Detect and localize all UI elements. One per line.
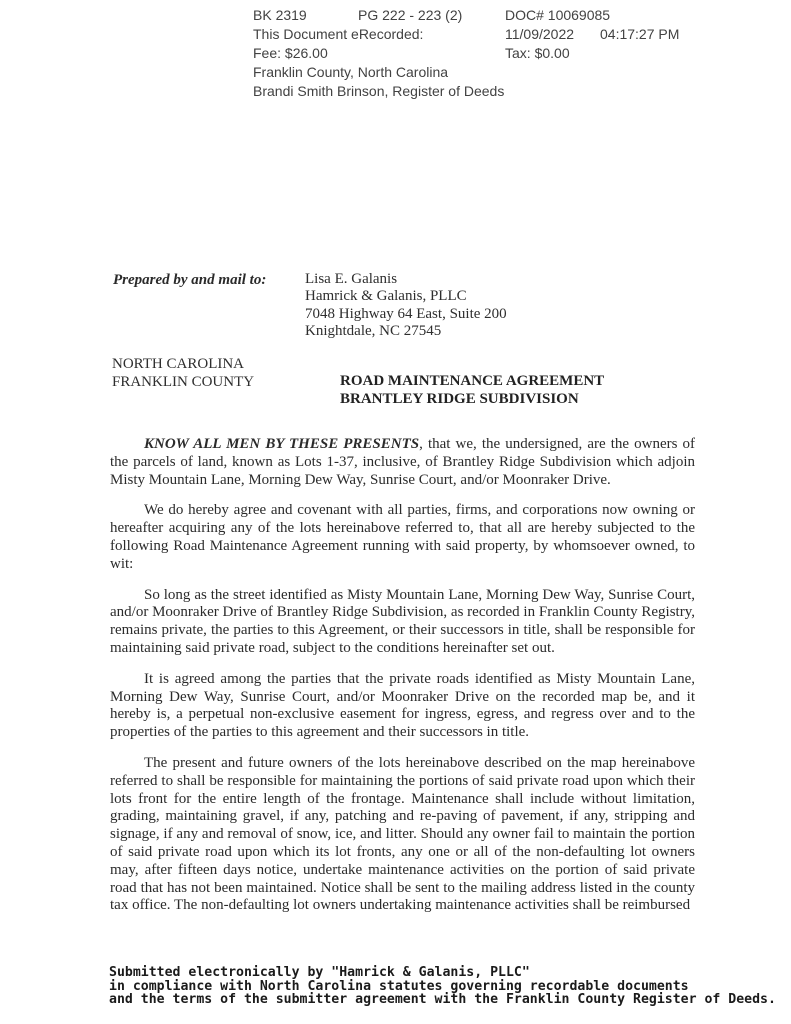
document-title-line1: ROAD MAINTENANCE AGREEMENT bbox=[340, 373, 605, 389]
esubmission-line2: in compliance with North Carolina statutes governing recordable documents bbox=[109, 978, 689, 994]
esubmission-line3: and the terms of the submitter agreement with the Franklin County Register of Deeds. bbox=[109, 992, 776, 1007]
paragraph-5: The present and future owners of the lots hereinabove described on the map hereinabove referred to shall be responsible for maintaining the portions of said private road upon which their lots front for the entire length of the frontage. Maintenance shall include without limitation, grading, maintaining gravel, if any, patching and re-paving of pavement, if any, stripping and signage, if any and removal of snow, ice, and litter. Should any owner fail to maintain the portion of said private road upon which its lot fronts, any one or all of the non-defaulting lot owners may, after fifteen days notice, undertake maintenance activities on the portion of said private road that has not been maintained. Notice shall be sent to the mailing address listed in the county tax office. The non-defaulting lot owners undertaking maintenance activities shall be reimbursed bbox=[110, 754, 695, 914]
book-number: BK 2319 bbox=[253, 7, 307, 23]
preparer-street: 7048 Highway 64 East, Suite 200 bbox=[305, 305, 507, 322]
recording-stamp bbox=[253, 7, 783, 102]
stamp-row-5 bbox=[253, 83, 783, 102]
preparer-name: Lisa E. Galanis bbox=[305, 271, 398, 287]
register-of-deeds-line: Brandi Smith Brinson, Register of Deeds bbox=[253, 83, 505, 99]
recorded-date: 11/09/2022 bbox=[505, 26, 575, 42]
recorded-time: 04:17:27 PM bbox=[600, 26, 680, 42]
agreement-body bbox=[110, 436, 695, 928]
esubmission-line1: Submitted electronically by "Hamrick & Galanis, PLLC" bbox=[109, 965, 530, 980]
jurisdiction-county: FRANKLIN COUNTY bbox=[112, 373, 255, 390]
stamp-row-4 bbox=[253, 64, 783, 83]
prepared-by-address bbox=[305, 271, 507, 341]
preparer-firm: Hamrick & Galanis, PLLC bbox=[305, 288, 467, 305]
prepared-by-label: Prepared by and mail to: bbox=[113, 272, 267, 288]
erecorded-label: This Document eRecorded: bbox=[253, 26, 424, 42]
tax-amount: Tax: $0.00 bbox=[505, 45, 570, 61]
stamp-row-1 bbox=[253, 7, 783, 26]
document-title-line2: BRANTLEY RIDGE SUBDIVISION bbox=[340, 390, 579, 407]
jurisdiction-block bbox=[112, 356, 254, 391]
document-title bbox=[340, 373, 604, 408]
paragraph-1-lead: KNOW ALL MEN BY THESE PRESENTS bbox=[144, 436, 420, 452]
preparer-city: Knightdale, NC 27545 bbox=[305, 323, 442, 340]
fee-amount: Fee: $26.00 bbox=[253, 45, 328, 61]
jurisdiction-state: NORTH CAROLINA bbox=[112, 356, 245, 372]
paragraph-2: We do hereby agree and covenant with all parties, firms, and corporations now owning or hereafter acquiring any of the lots hereinabove referred to, that all are hereby subjected to the following Road Maintenance Agreement running with said property, by whomsoever owned, to wit: bbox=[110, 502, 695, 572]
paragraph-1-rest: , that we, the undersigned, are the owners of the parcels of land, known as Lots 1-37, inclusive, of Brantley Ridge Subdivision which adjoin Misty Mountain Lane, Morning Dew Way, Sunrise Court, and/or Moonraker Drive. bbox=[110, 436, 696, 488]
esubmission-footer bbox=[109, 966, 789, 1007]
stamp-row-3 bbox=[253, 45, 783, 64]
paragraph-4: It is agreed among the parties that the private roads identified as Misty Mountain Lane, Morning Dew Way, Sunrise Court, and/or Moonraker Drive on the recorded map be, and it hereby is, a perpetual non-exclusive easement for ingress, egress, and regress over and to the properties of the parties to this agreement and their successors in title. bbox=[110, 670, 695, 741]
paragraph-3: So long as the street identified as Misty Mountain Lane, Morning Dew Way, Sunrise Court, and/or Moonraker Drive of Brantley Ridge Subdivision, as recorded in Franklin County Registry, remains private, the parties to this Agreement, or their successors in title, shall be responsible for maintaining said private road, subject to the conditions hereinafter set out. bbox=[110, 586, 695, 656]
paragraph-1 bbox=[110, 436, 695, 489]
stamp-row-2 bbox=[253, 26, 783, 45]
doc-number: DOC# 10069085 bbox=[505, 7, 611, 23]
page-range: PG 222 - 223 (2) bbox=[358, 7, 463, 23]
county-line: Franklin County, North Carolina bbox=[253, 64, 449, 80]
